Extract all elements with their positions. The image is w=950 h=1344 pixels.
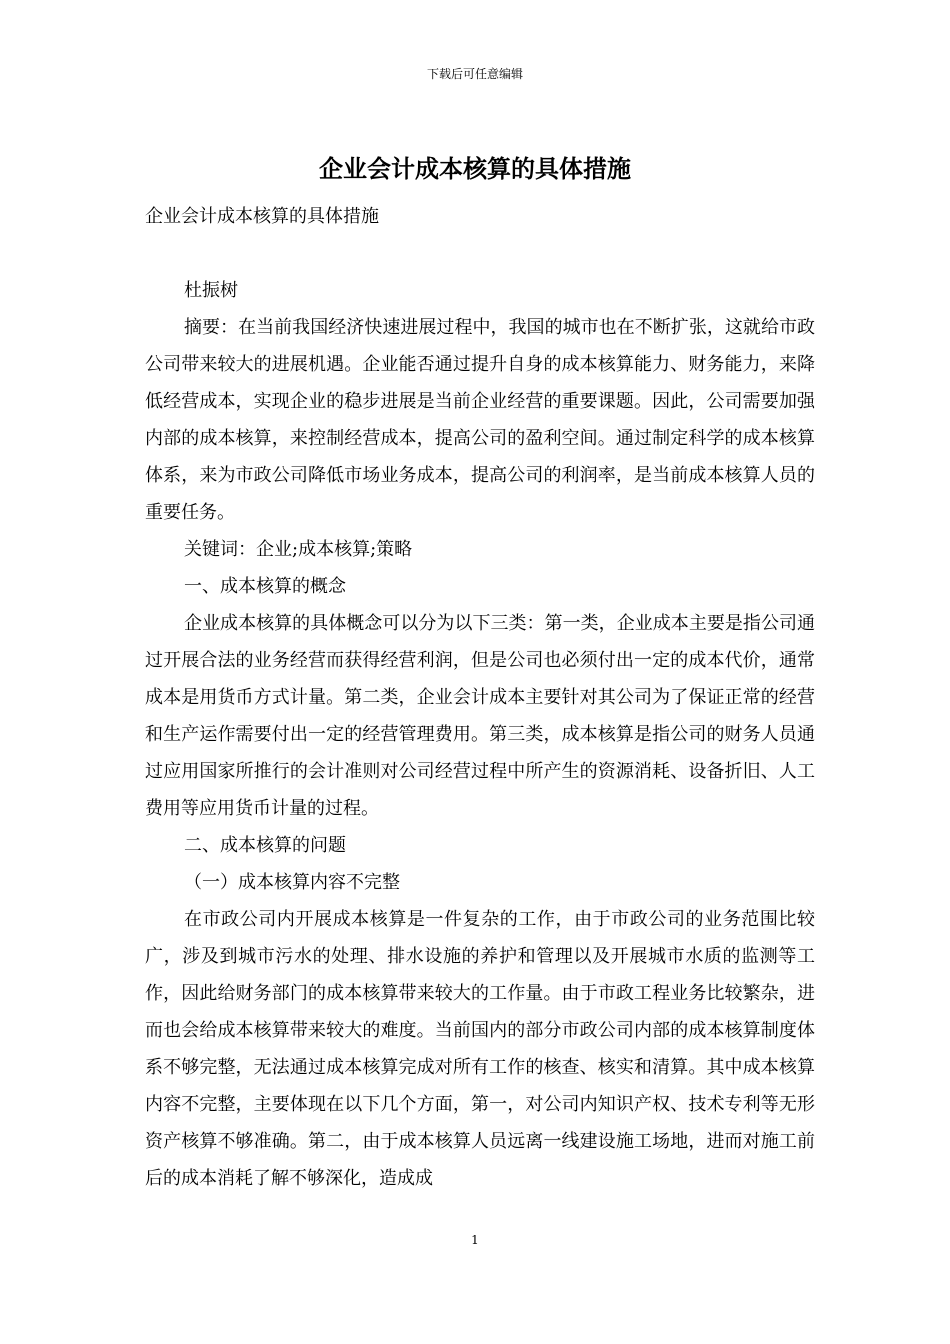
author-name: 杜振树	[184, 280, 238, 301]
section-paragraph-concept: 企业成本核算的具体概念可以分为以下三类：第一类，企业成本主要是指公司通过开展合法的业务经营而获得经营利润，但是公司也必须付出一定的成本代价，通常成本是用货币方式计量。第二类，企业会计成本主要针对其公司为了保证正常的经营和生产运作需要付出一定的经营管理费用。第三类，成本核算是指公司的财务人员通过应用国家所推行的会计准则对公司经营过程中所产生的资源消耗、设备折旧、人工费用等应用货币计量的过程。	[145, 613, 815, 819]
blank-line	[145, 235, 815, 272]
subsection-paragraph-incomplete: 在市政公司内开展成本核算是一件复杂的工作，由于市政公司的业务范围比较广，涉及到城市污水的处理、排水设施的养护和管理以及开展城市水质的监测等工作，因此给财务部门的成本核算带来较大的工作量。由于市政工程业务比较繁杂，进而也会给成本核算带来较大的难度。当前国内的部分市政公司内部的成本核算制度体系不够完整，无法通过成本核算完成对所有工作的核查、核实和清算。其中成本核算内容不完整，主要体现在以下几个方面，第一，对公司内知识产权、技术专利等无形资产核算不够准确。第二，由于成本核算人员远离一线建设施工场地，进而对施工前后的成本消耗了解不够深化，造成成	[145, 909, 815, 1189]
abstract-paragraph: 摘要：在当前我国经济快速进展过程中，我国的城市也在不断扩张，这就给市政公司带来较大的进展机遇。企业能否通过提升自身的成本核算能力、财务能力，来降低经营成本，实现企业的稳步进展是当前企业经营的重要课题。因此，公司需要加强内部的成本核算，来控制经营成本，提高公司的盈利空间。通过制定科学的成本核算体系，来为市政公司降低市场业务成本，提高公司的利润率，是当前成本核算人员的重要任务。	[145, 317, 815, 523]
document-body	[145, 198, 815, 1197]
document-title: 企业会计成本核算的具体措施	[319, 154, 631, 183]
section-heading-problems: 二、成本核算的问题	[184, 835, 346, 856]
section-heading-concept: 一、成本核算的概念	[184, 576, 346, 597]
subsection-heading-incomplete: （一）成本核算内容不完整	[184, 872, 400, 893]
document-subtitle: 企业会计成本核算的具体措施	[145, 206, 379, 227]
keywords-line: 关键词：企业;成本核算;策略	[184, 539, 413, 560]
page-number: 1	[471, 1233, 479, 1247]
page-header-note: 下载后可任意编辑	[426, 67, 523, 81]
